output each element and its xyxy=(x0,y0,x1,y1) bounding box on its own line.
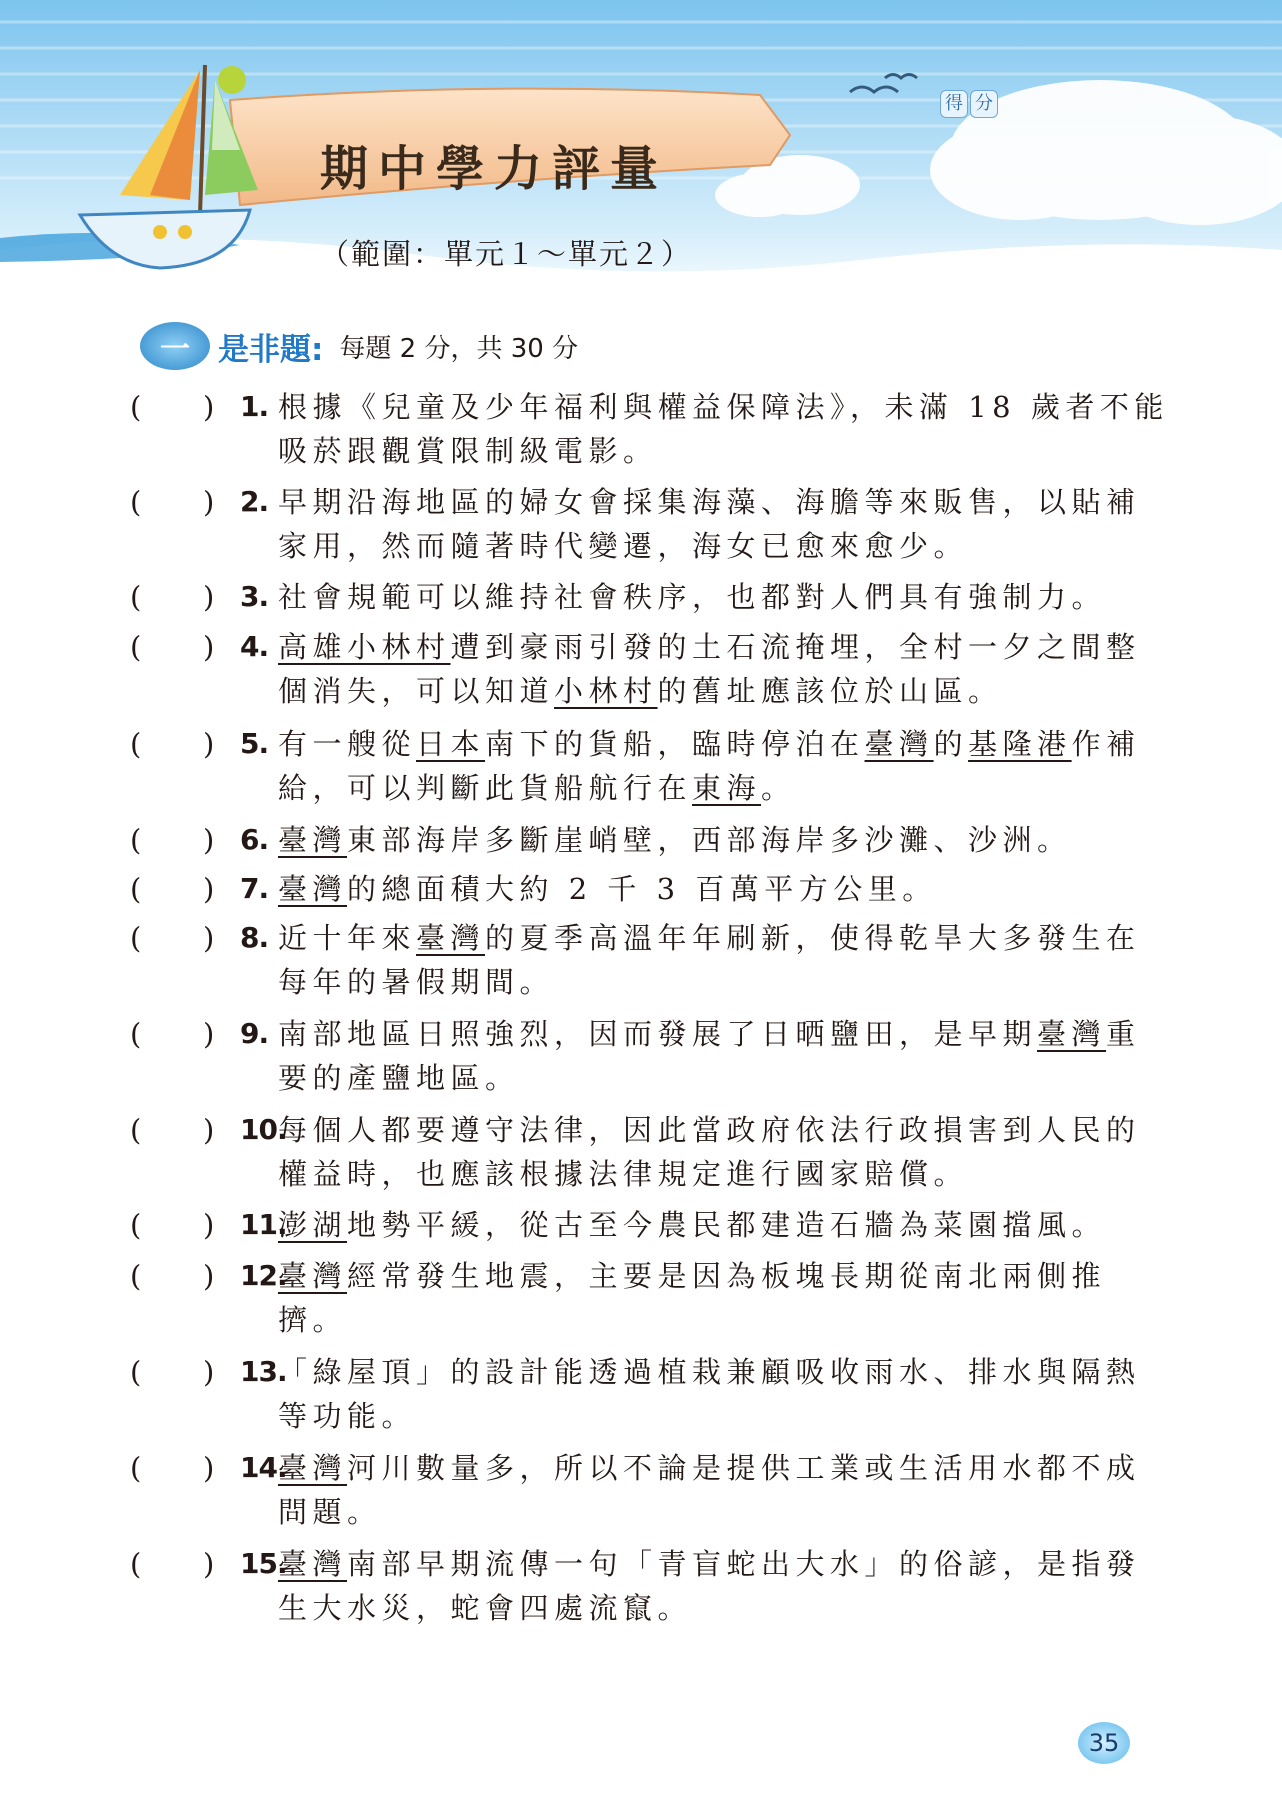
answer-blank-close: ) xyxy=(203,390,215,424)
page-title: 期中學力評量 xyxy=(320,141,669,197)
question-text-line-1: 早期沿海地區的婦女會採集海藻、海膽等來販售，以貼補 xyxy=(278,485,1141,519)
answer-blank-open[interactable]: ( xyxy=(130,823,142,857)
question-number: 15. xyxy=(240,1547,287,1580)
question-item xyxy=(130,867,1140,911)
question-item xyxy=(130,480,1140,568)
question-item xyxy=(130,1012,1140,1100)
section-number-badge: 一 xyxy=(140,322,210,370)
section-score-rule: 每題 2 分，共 30 分 xyxy=(339,333,579,364)
answer-blank-open[interactable]: ( xyxy=(130,580,142,614)
question-text-line-1: 「綠屋頂」的設計能透過植栽兼顧吸收雨水、排水與隔熱 xyxy=(278,1355,1141,1389)
section-title-colon: : xyxy=(311,331,324,368)
question-text xyxy=(278,1254,1270,1342)
answer-blank-close: ) xyxy=(203,1017,215,1051)
answer-blank-close: ) xyxy=(203,1259,215,1293)
question-text-line-2: 等功能。 xyxy=(278,1399,417,1433)
question-text-line-2: 權益時，也應該根據法律規定進行國家賠償。 xyxy=(278,1157,969,1191)
question-text-line-1: 臺灣的總面積大約 2 千 3 百萬平方公里。 xyxy=(278,872,937,906)
question-text xyxy=(278,916,1270,1004)
question-text xyxy=(278,867,1270,911)
question-text-line-2: 個消失，可以知道小林村的舊址應該位於山區。 xyxy=(278,674,1003,708)
section-title-text: 是非題 xyxy=(218,331,311,368)
question-text-line-2: 擠。 xyxy=(278,1303,348,1337)
question-item xyxy=(130,1350,1140,1438)
question-number: 14. xyxy=(240,1451,287,1484)
question-text-line-1: 臺灣南部早期流傳一句「青盲蛇出大水」的俗諺，是指發 xyxy=(278,1547,1141,1581)
section-title xyxy=(218,324,323,369)
question-item xyxy=(130,916,1140,1004)
answer-blank-close: ) xyxy=(203,1208,215,1242)
question-number: 3. xyxy=(240,580,269,613)
answer-blank-open[interactable]: ( xyxy=(130,1113,142,1147)
question-item xyxy=(130,385,1169,473)
question-text-line-1: 有一艘從日本南下的貨船，臨時停泊在臺灣的基隆港作補 xyxy=(278,727,1141,761)
score-tag xyxy=(940,90,1000,118)
score-label-char-1: 得 xyxy=(940,90,968,118)
answer-blank-close: ) xyxy=(203,630,215,664)
question-item xyxy=(130,1542,1140,1630)
question-number: 13. xyxy=(240,1355,287,1388)
question-text-line-2: 生大水災，蛇會四處流竄。 xyxy=(278,1591,693,1625)
answer-blank-open[interactable]: ( xyxy=(130,485,142,519)
answer-blank-open[interactable]: ( xyxy=(130,921,142,955)
question-text-line-2: 給，可以判斷此貨船航行在東海。 xyxy=(278,771,796,805)
page-number: 35 xyxy=(1078,1722,1130,1764)
question-text-line-1: 臺灣東部海岸多斷崖峭壁，西部海岸多沙灘、沙洲。 xyxy=(278,823,1072,857)
answer-blank-open[interactable]: ( xyxy=(130,390,142,424)
question-text xyxy=(278,1108,1270,1196)
answer-blank-open[interactable]: ( xyxy=(130,727,142,761)
score-label-char-2: 分 xyxy=(970,90,998,118)
question-text-line-1: 高雄小林村遭到豪雨引發的土石流掩埋，全村一夕之間整 xyxy=(278,630,1141,664)
answer-blank-close: ) xyxy=(203,823,215,857)
answer-blank-close: ) xyxy=(203,727,215,761)
answer-blank-close: ) xyxy=(203,1547,215,1581)
question-item xyxy=(130,575,1140,619)
question-text xyxy=(278,625,1270,713)
exam-range: （範圍：單元１～單元２） xyxy=(320,237,693,271)
question-text xyxy=(278,722,1270,810)
question-number: 6. xyxy=(240,823,269,856)
question-text-line-1: 臺灣河川數量多，所以不論是提供工業或生活用水都不成 xyxy=(278,1451,1141,1485)
answer-blank-close: ) xyxy=(203,1451,215,1485)
question-text xyxy=(278,1350,1270,1438)
question-text-line-1: 近十年來臺灣的夏季高溫年年刷新，使得乾旱大多發生在 xyxy=(278,921,1141,955)
answer-blank-open[interactable]: ( xyxy=(130,1259,142,1293)
answer-blank-open[interactable]: ( xyxy=(130,1451,142,1485)
question-text-line-2: 要的產鹽地區。 xyxy=(278,1061,520,1095)
answer-blank-close: ) xyxy=(203,1355,215,1389)
question-text xyxy=(278,1203,1270,1247)
question-text xyxy=(278,818,1270,862)
answer-blank-close: ) xyxy=(203,872,215,906)
answer-blank-open[interactable]: ( xyxy=(130,872,142,906)
question-item xyxy=(130,625,1140,713)
question-number: 4. xyxy=(240,630,269,663)
question-number: 10. xyxy=(240,1113,287,1146)
question-text xyxy=(278,575,1270,619)
question-number: 11. xyxy=(240,1208,287,1241)
question-item xyxy=(130,1254,1140,1342)
question-text xyxy=(278,1446,1270,1534)
question-text xyxy=(278,480,1270,568)
question-text-line-2: 每年的暑假期間。 xyxy=(278,965,555,999)
answer-blank-open[interactable]: ( xyxy=(130,1547,142,1581)
answer-blank-open[interactable]: ( xyxy=(130,1208,142,1242)
question-text-line-1: 臺灣經常發生地震，主要是因為板塊長期從南北兩側推 xyxy=(278,1259,1107,1293)
question-text-line-1: 每個人都要遵守法律，因此當政府依法行政損害到人民的 xyxy=(278,1113,1141,1147)
question-item xyxy=(130,1446,1140,1534)
question-text-line-1: 根據《兒童及少年福利與權益保障法》，未滿 18 歲者不能 xyxy=(278,390,1169,424)
question-number: 9. xyxy=(240,1017,269,1050)
answer-blank-close: ) xyxy=(203,921,215,955)
answer-blank-close: ) xyxy=(203,1113,215,1147)
answer-blank-open[interactable]: ( xyxy=(130,1017,142,1051)
question-text-line-2: 問題。 xyxy=(278,1495,382,1529)
answer-blank-close: ) xyxy=(203,580,215,614)
answer-blank-close: ) xyxy=(203,485,215,519)
question-number: 8. xyxy=(240,921,269,954)
question-text xyxy=(278,1542,1270,1630)
question-item xyxy=(130,818,1140,862)
question-text-line-1: 社會規範可以維持社會秩序，也都對人們具有強制力。 xyxy=(278,580,1107,614)
answer-blank-open[interactable]: ( xyxy=(130,630,142,664)
question-item xyxy=(130,722,1140,810)
answer-blank-open[interactable]: ( xyxy=(130,1355,142,1389)
question-text-line-1: 南部地區日照強烈，因而發展了日晒鹽田，是早期臺灣重 xyxy=(278,1017,1141,1051)
question-text xyxy=(278,1012,1270,1100)
question-item xyxy=(130,1108,1140,1196)
section-header xyxy=(140,322,578,370)
question-number: 12. xyxy=(240,1259,287,1292)
question-number: 1. xyxy=(240,390,269,423)
question-number: 7. xyxy=(240,872,269,905)
question-text xyxy=(278,385,1270,473)
question-number: 2. xyxy=(240,485,269,518)
question-text-line-2: 吸菸跟觀賞限制級電影。 xyxy=(278,434,658,468)
question-text-line-2: 家用，然而隨著時代變遷，海女已愈來愈少。 xyxy=(278,529,969,563)
question-item xyxy=(130,1203,1140,1247)
question-text-line-1: 澎湖地勢平緩，從古至今農民都建造石牆為菜園擋風。 xyxy=(278,1208,1107,1242)
question-number: 5. xyxy=(240,727,269,760)
